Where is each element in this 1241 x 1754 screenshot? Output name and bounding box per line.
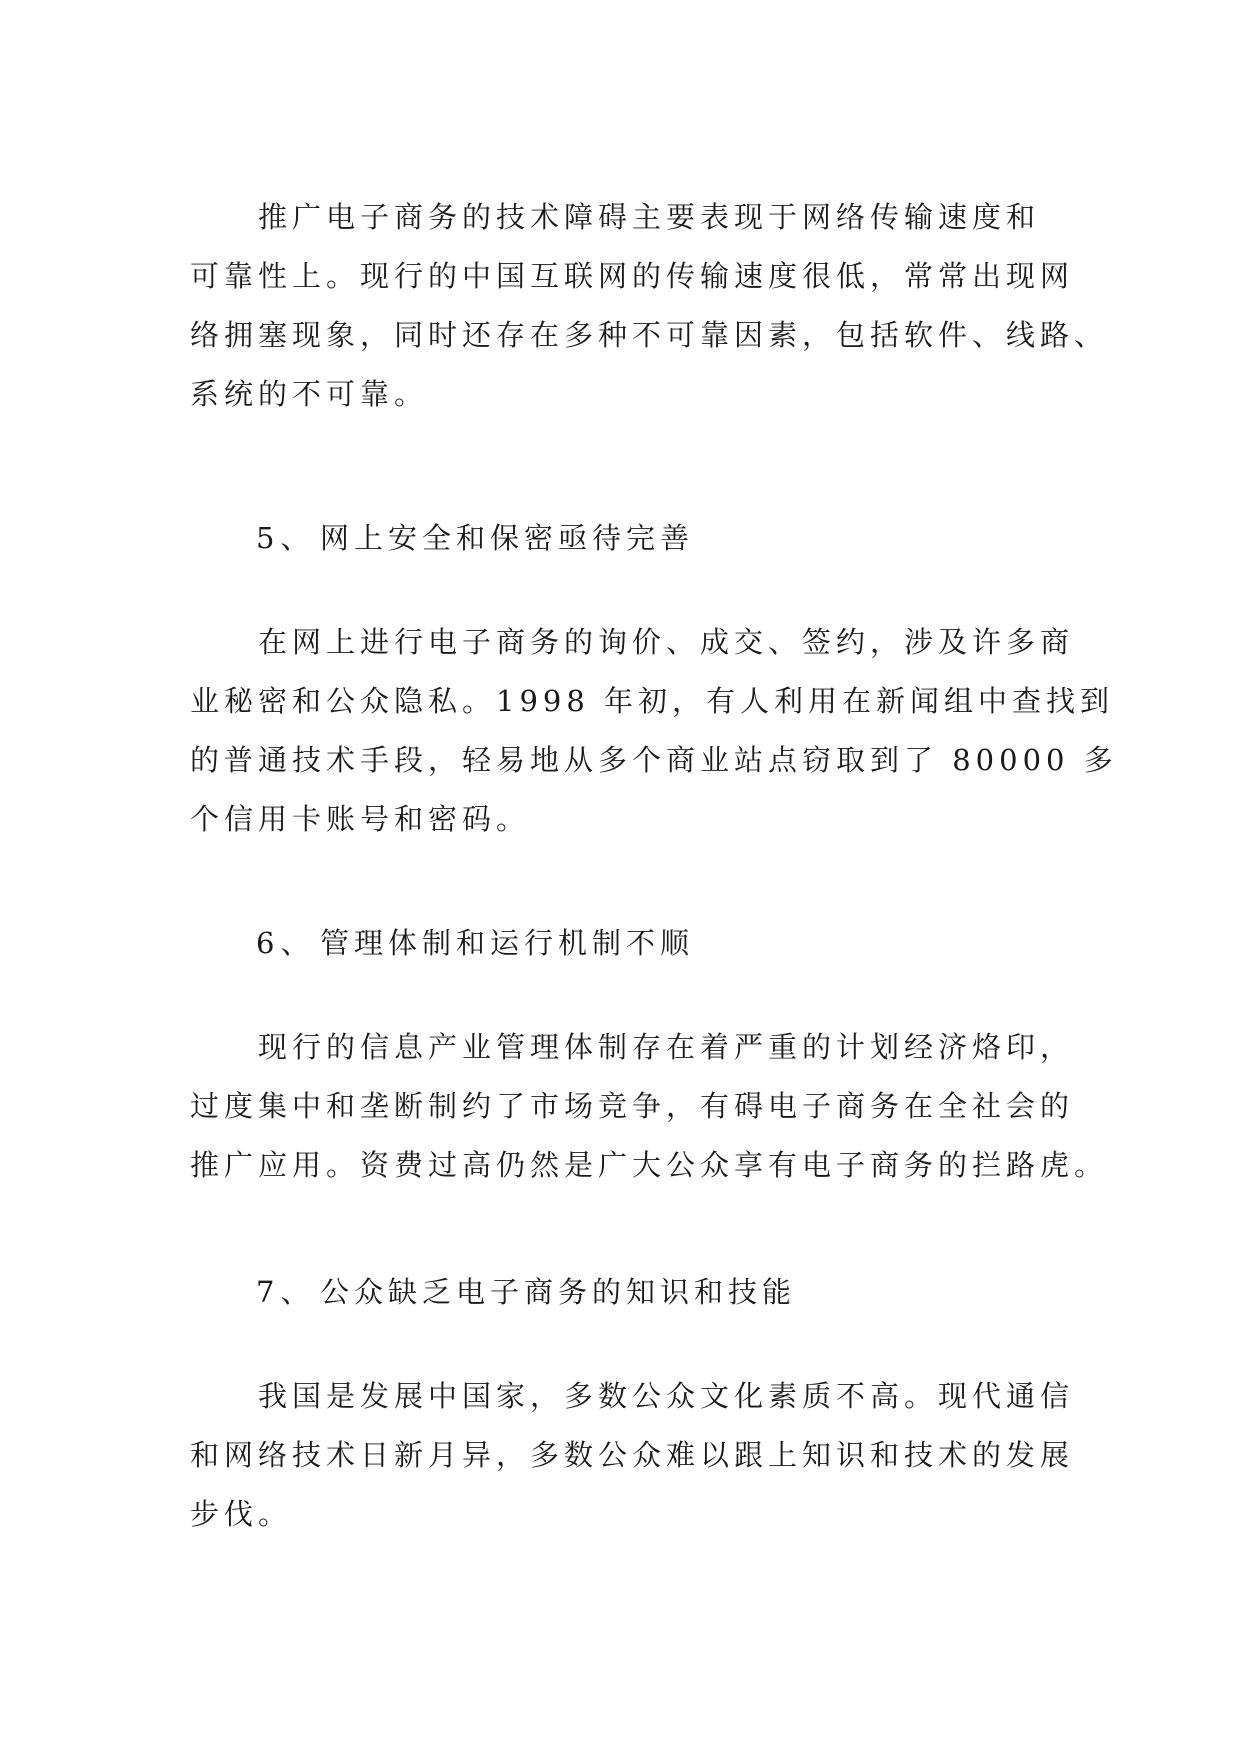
section-heading bbox=[256, 509, 694, 568]
paragraph bbox=[190, 1367, 1075, 1544]
paragraph-line: 和网络技术日新月异，多数公众难以跟上知识和技术的发展 bbox=[190, 1438, 1075, 1472]
section-heading bbox=[256, 1263, 796, 1322]
paragraph-line: 过度集中和垄断制约了市场竞争，有碍电子商务在全社会的 bbox=[190, 1089, 1075, 1123]
paragraph-line: 业秘密和公众隐私。1998 年初，有人利用在新闻组中查找到 bbox=[190, 684, 1115, 718]
section-heading bbox=[256, 914, 694, 973]
paragraph bbox=[190, 1018, 1109, 1195]
heading-title: 公众缺乏电子商务的知识和技能 bbox=[320, 1275, 797, 1309]
paragraph-line: 推广应用。资费过高仍然是广大公众享有电子商务的拦路虎。 bbox=[190, 1148, 1109, 1182]
paragraph-line: 可靠性上。现行的中国互联网的传输速度很低，常常出现网 bbox=[190, 259, 1075, 293]
paragraph-line: 我国是发展中国家，多数公众文化素质不高。现代通信 bbox=[258, 1379, 1075, 1413]
paragraph-line: 在网上进行电子商务的询价、成交、签约，涉及许多商 bbox=[258, 625, 1075, 659]
paragraph-line: 个信用卡账号和密码。 bbox=[190, 802, 531, 836]
paragraph-line: 步伐。 bbox=[190, 1497, 293, 1531]
heading-title: 网上安全和保密亟待完善 bbox=[320, 521, 695, 555]
heading-number: 7、 bbox=[256, 1275, 316, 1309]
paragraph-line: 络拥塞现象，同时还存在多种不可靠因素，包括软件、线路、 bbox=[190, 318, 1109, 352]
paragraph-line: 推广电子商务的技术障碍主要表现于网络传输速度和 bbox=[258, 200, 1041, 234]
paragraph-line: 系统的不可靠。 bbox=[190, 377, 429, 411]
heading-number: 5、 bbox=[256, 521, 316, 555]
paragraph bbox=[190, 188, 1109, 424]
paragraph bbox=[190, 613, 1118, 849]
paragraph-line: 的普通技术手段，轻易地从多个商业站点窃取到了 80000 多 bbox=[190, 743, 1118, 777]
heading-title: 管理体制和运行机制不顺 bbox=[320, 926, 695, 960]
paragraph-line: 现行的信息产业管理体制存在着严重的计划经济烙印， bbox=[258, 1030, 1075, 1064]
heading-number: 6、 bbox=[256, 926, 316, 960]
